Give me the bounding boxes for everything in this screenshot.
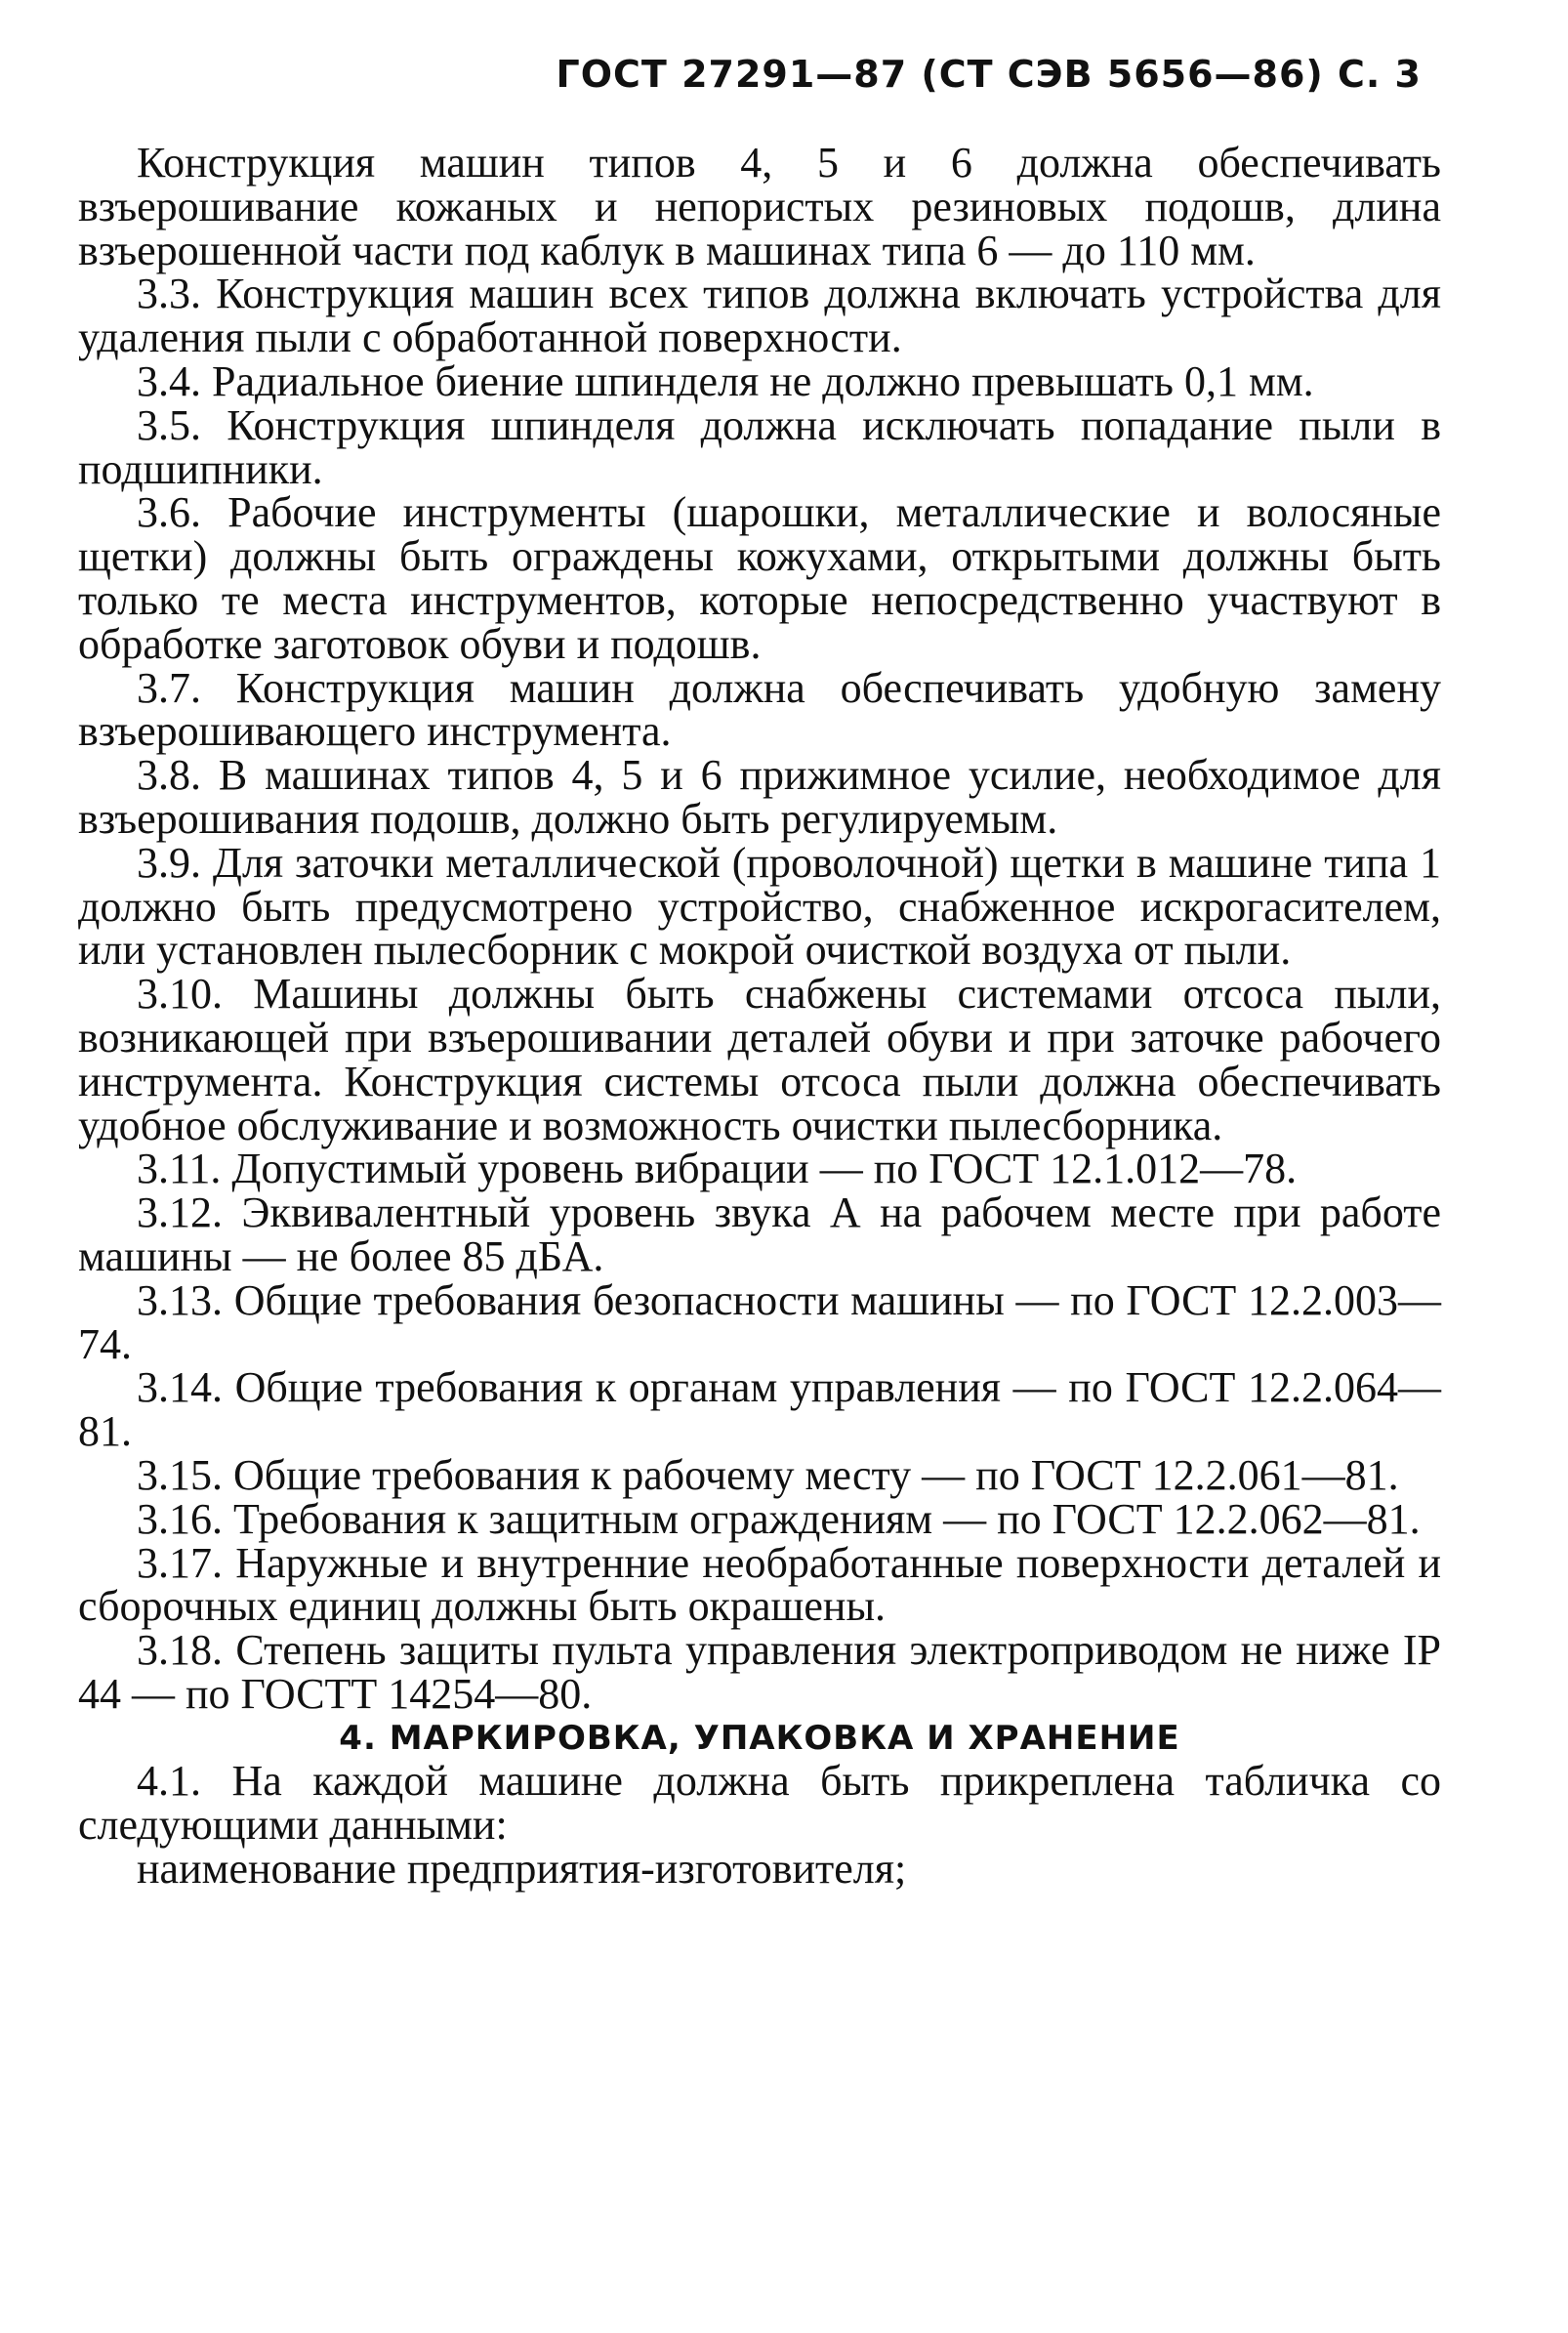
paragraph-3-10: 3.10. Машины должны быть снабжены системами отсоса пыли, возникающей при взъерошивании деталей обуви и при заточке рабочего инструмента. Конструкция системы отсоса пыли должна обеспечивать удобное обслуживание и возможность очистки пылесборника. — [78, 970, 1441, 1149]
paragraph-3-2-continuation: Конструкция машин типов 4, 5 и 6 должна обеспечивать взъерошивание кожаных и непористых резиновых подошв, длина взъерошенной части под каблук в машинах типа 6 — до 110 мм. — [78, 139, 1441, 274]
paragraph-3-12: 3.12. Эквивалентный уровень звука А на рабочем месте при работе машины — не более 85 дБА. — [78, 1188, 1441, 1280]
paragraph-3-15: 3.15. Общие требования к рабочему месту — по ГОСТ 12.2.061—81. — [137, 1450, 1399, 1499]
paragraph-3-6: 3.6. Рабочие инструменты (шарошки, металлические и волосяные щетки) должны быть ограждены кожухами, открытыми должны быть только те места инструментов, которые непосредственно участвуют в обработке заготовок обуви и подошв. — [78, 488, 1441, 668]
paragraph-3-14: 3.14. Общие требования к органам управления — по ГОСТ 12.2.064—81. — [78, 1363, 1441, 1456]
paragraph-3-5: 3.5. Конструкция шпинделя должна исключать попадание пыли в подшипники. — [78, 400, 1441, 493]
paragraph-3-11: 3.11. Допустимый уровень вибрации — по ГОСТ 12.1.012—78. — [137, 1145, 1298, 1193]
paragraph-4-1: 4.1. На каждой машине должна быть прикреплена табличка со следующими данными: — [78, 1757, 1441, 1850]
paragraph-3-9: 3.9. Для заточки металлической (проволочной) щетки в машине типа 1 должно быть предусмотрено устройство, снабженное искрогасителем, или установлен пылесборник с мокрой очисткой воздуха от пыли. — [78, 838, 1441, 975]
paragraph-3-17: 3.17. Наружные и внутренние необработанные поверхности деталей и сборочных единиц должны быть окрашены. — [78, 1538, 1441, 1631]
paragraph-3-7: 3.7. Конструкция машин должна обеспечивать удобную замену взъерошивающего инструмента. — [78, 663, 1441, 756]
paragraph-3-13: 3.13. Общие требования безопасности машины — по ГОСТ 12.2.003—74. — [78, 1275, 1441, 1368]
paragraph-4-1-item: наименование предприятия-изготовителя; — [137, 1845, 907, 1894]
page-header: ГОСТ 27291—87 (СТ СЭВ 5656—86) С. 3 — [556, 53, 1422, 96]
paragraph-3-16: 3.16. Требования к защитным ограждениям — по ГОСТ 12.2.062—81. — [137, 1494, 1421, 1543]
paragraph-3-3: 3.3. Конструкция машин всех типов должна включать устройства для удаления пыли с обработанной поверхности. — [78, 270, 1441, 362]
section-4-title: 4. МАРКИРОВКА, УПАКОВКА И ХРАНЕНИЕ — [339, 1718, 1180, 1758]
paragraph-3-8: 3.8. В машинах типов 4, 5 и 6 прижимное усилие, необходимое для взъерошивания подошв, должно быть регулируемым. — [78, 751, 1441, 843]
document-body — [78, 139, 1441, 1894]
paragraph-3-4: 3.4. Радиальное биение шпинделя не должно превышать 0,1 мм. — [137, 356, 1314, 405]
paragraph-3-18: 3.18. Степень защиты пульта управления электроприводом не ниже IP 44 — по ГОСТТ 14254—80. — [78, 1626, 1441, 1718]
